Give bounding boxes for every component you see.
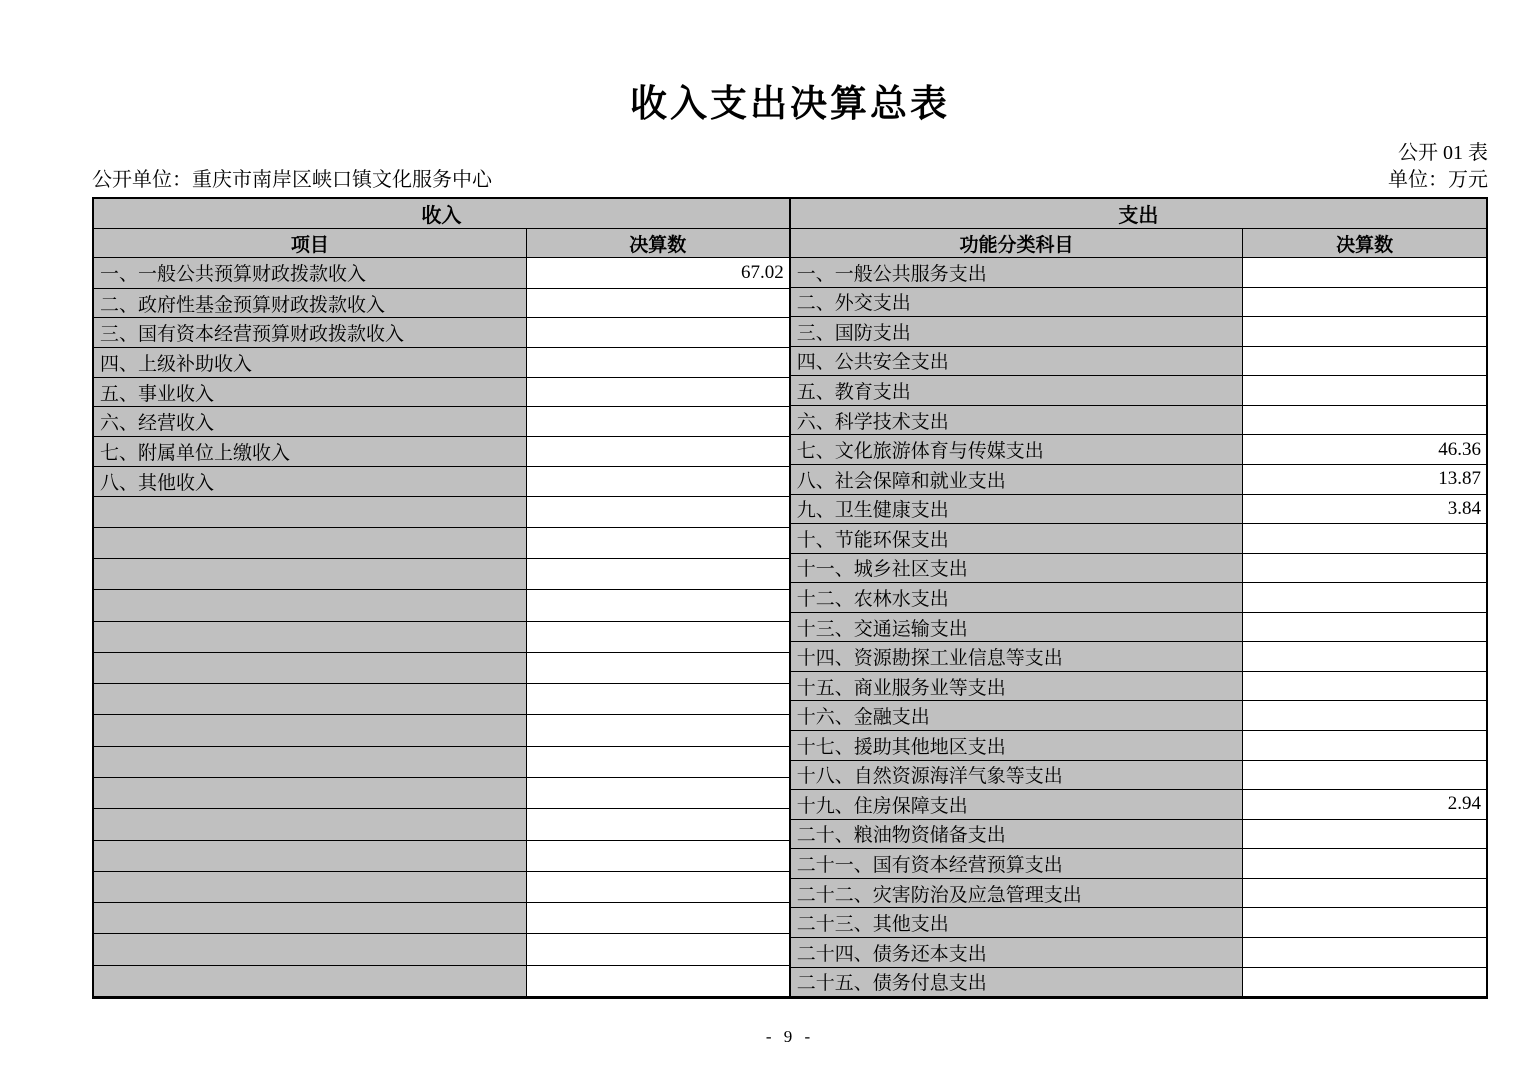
table-row <box>791 967 1486 997</box>
row-label-cell <box>94 778 527 808</box>
row-label-cell: 十二、农林水支出 <box>791 583 1244 612</box>
table-row <box>791 907 1486 937</box>
row-label-cell: 二十四、债务还本支出 <box>791 938 1244 967</box>
row-value-cell <box>527 497 789 527</box>
table-row <box>94 621 789 652</box>
row-label-cell <box>94 934 527 964</box>
row-label-cell: 七、附属单位上缴收入 <box>94 437 527 466</box>
table-row <box>94 714 789 745</box>
table-row <box>94 558 789 589</box>
row-label-cell <box>94 590 527 620</box>
table-row <box>94 902 789 933</box>
table-row <box>94 933 789 964</box>
row-value-cell <box>1243 820 1486 849</box>
table-row <box>94 871 789 902</box>
row-label-cell: 十四、资源勘探工业信息等支出 <box>791 642 1244 671</box>
row-label-cell: 三、国防支出 <box>791 317 1244 346</box>
row-label-cell: 十五、商业服务业等支出 <box>791 672 1244 701</box>
row-value-cell <box>527 528 789 558</box>
row-label-cell: 四、上级补助收入 <box>94 348 527 377</box>
table-row <box>94 652 789 683</box>
income-amount-col-header: 决算数 <box>629 234 687 256</box>
income-section-header: 收入 <box>94 199 789 228</box>
table-code: 公开 01 表 <box>1398 142 1488 164</box>
expense-subject-col-header: 功能分类科目 <box>791 229 1244 257</box>
table-row <box>94 317 789 347</box>
page-title: 收入支出决算总表 <box>630 84 950 125</box>
row-value-cell <box>1243 258 1486 287</box>
row-value-cell <box>1243 376 1486 405</box>
table-row <box>94 683 789 714</box>
table-row <box>94 746 789 777</box>
row-label-cell: 八、其他收入 <box>94 467 527 496</box>
table-row <box>94 808 789 839</box>
expense-rows <box>791 258 1486 996</box>
table-row <box>791 878 1486 908</box>
table-row <box>791 937 1486 967</box>
row-label-cell: 十三、交通运输支出 <box>791 613 1244 642</box>
row-label-cell <box>94 684 527 714</box>
row-value-cell <box>527 289 789 318</box>
row-value-cell <box>527 559 789 589</box>
table-row <box>94 377 789 407</box>
row-value-cell <box>527 407 789 436</box>
row-label-cell: 十、节能环保支出 <box>791 524 1244 553</box>
table-row <box>94 406 789 436</box>
row-label-cell: 三、国有资本经营预算财政拨款收入 <box>94 318 527 347</box>
table-row <box>791 730 1486 760</box>
table-row <box>791 582 1486 612</box>
row-label-cell: 二、政府性基金预算财政拨款收入 <box>94 289 527 318</box>
row-label-cell <box>94 841 527 871</box>
row-value-cell <box>527 872 789 902</box>
row-value-cell <box>1243 849 1486 878</box>
row-value-cell <box>1243 554 1486 583</box>
expense-section <box>791 199 1486 996</box>
row-value-cell <box>527 778 789 808</box>
table-row <box>94 466 789 496</box>
expense-section-header: 支出 <box>791 199 1486 228</box>
row-value-cell <box>1243 701 1486 730</box>
row-value-cell <box>527 378 789 407</box>
table-row <box>94 777 789 808</box>
income-section <box>94 199 791 996</box>
row-value-cell <box>1243 406 1486 435</box>
row-value-cell <box>1243 583 1486 612</box>
row-value-cell <box>527 590 789 620</box>
table-row <box>791 346 1486 376</box>
row-value-cell <box>1243 347 1486 376</box>
table-row <box>94 288 789 318</box>
table-row <box>791 612 1486 642</box>
row-value-cell <box>527 747 789 777</box>
income-item-col-header: 项目 <box>94 229 527 257</box>
income-column-header-row <box>94 228 789 258</box>
row-label-cell <box>94 809 527 839</box>
row-label-cell: 九、卫生健康支出 <box>791 495 1244 524</box>
row-label-cell: 二十三、其他支出 <box>791 908 1244 937</box>
row-label-cell: 一、一般公共服务支出 <box>791 258 1244 287</box>
table-row <box>791 641 1486 671</box>
table-row <box>791 848 1486 878</box>
row-value-cell: 13.87 <box>1243 465 1486 494</box>
row-label-cell <box>94 653 527 683</box>
row-value-cell <box>1243 613 1486 642</box>
row-label-cell <box>94 715 527 745</box>
row-value-cell <box>527 715 789 745</box>
row-label-cell: 二十二、灾害防治及应急管理支出 <box>791 879 1244 908</box>
row-value-cell <box>527 653 789 683</box>
row-label-cell: 六、科学技术支出 <box>791 406 1244 435</box>
table-row <box>791 553 1486 583</box>
row-label-cell: 十八、自然资源海洋气象等支出 <box>791 761 1244 790</box>
row-value-cell <box>527 841 789 871</box>
expense-column-header-row <box>791 228 1486 258</box>
row-label-cell: 二十一、国有资本经营预算支出 <box>791 849 1244 878</box>
row-value-cell <box>527 966 789 996</box>
income-rows <box>94 258 789 996</box>
row-label-cell <box>94 497 527 527</box>
publisher-label: 公开单位：重庆市南岸区峡口镇文化服务中心 <box>92 169 492 191</box>
summary-table <box>92 197 1488 999</box>
row-value-cell <box>1243 968 1486 997</box>
table-row <box>791 760 1486 790</box>
table-row <box>791 375 1486 405</box>
row-label-cell: 十七、援助其他地区支出 <box>791 731 1244 760</box>
row-label-cell <box>94 747 527 777</box>
table-row <box>791 523 1486 553</box>
row-label-cell <box>94 966 527 996</box>
row-label-cell <box>94 622 527 652</box>
row-value-cell <box>1243 761 1486 790</box>
row-value-cell <box>1243 317 1486 346</box>
row-label-cell: 一、一般公共预算财政拨款收入 <box>94 258 527 288</box>
info-line <box>92 168 1488 193</box>
row-value-cell <box>527 809 789 839</box>
row-value-cell <box>527 318 789 347</box>
row-label-cell: 二十五、债务付息支出 <box>791 968 1244 997</box>
row-value-cell <box>1243 524 1486 553</box>
table-row <box>791 789 1486 819</box>
row-value-cell: 2.94 <box>1243 790 1486 819</box>
row-label-cell: 七、文化旅游体育与传媒支出 <box>791 435 1244 464</box>
row-label-cell: 四、公共安全支出 <box>791 347 1244 376</box>
row-value-cell <box>1243 672 1486 701</box>
row-value-cell: 46.36 <box>1243 435 1486 464</box>
table-row <box>94 527 789 558</box>
table-row <box>94 965 789 996</box>
table-row <box>94 496 789 527</box>
row-label-cell: 十九、住房保障支出 <box>791 790 1244 819</box>
table-row <box>94 436 789 466</box>
table-row <box>94 258 789 288</box>
row-value-cell: 3.84 <box>1243 495 1486 524</box>
row-label-cell <box>94 872 527 902</box>
table-row <box>94 840 789 871</box>
currency-unit-label: 单位：万元 <box>1388 169 1488 191</box>
table-row <box>791 494 1486 524</box>
table-row <box>791 700 1486 730</box>
row-value-cell <box>527 684 789 714</box>
row-value-cell <box>527 934 789 964</box>
table-row <box>791 258 1486 287</box>
row-value-cell <box>527 348 789 377</box>
row-value-cell <box>1243 642 1486 671</box>
row-label-cell: 六、经营收入 <box>94 407 527 436</box>
page-number: - 9 - <box>765 1027 815 1046</box>
row-label-cell <box>94 903 527 933</box>
row-label-cell: 十六、金融支出 <box>791 701 1244 730</box>
row-label-cell: 五、事业收入 <box>94 378 527 407</box>
row-value-cell <box>527 467 789 496</box>
table-row <box>791 671 1486 701</box>
row-label-cell: 八、社会保障和就业支出 <box>791 465 1244 494</box>
page-content <box>92 0 1488 1046</box>
table-row <box>94 589 789 620</box>
table-row <box>791 405 1486 435</box>
row-label-cell <box>94 559 527 589</box>
table-row <box>94 347 789 377</box>
row-value-cell <box>527 437 789 466</box>
table-row <box>791 819 1486 849</box>
table-row <box>791 316 1486 346</box>
row-value-cell <box>1243 731 1486 760</box>
row-label-cell <box>94 528 527 558</box>
row-label-cell: 十一、城乡社区支出 <box>791 554 1244 583</box>
row-label-cell: 二、外交支出 <box>791 288 1244 317</box>
table-row <box>791 464 1486 494</box>
row-value-cell <box>1243 938 1486 967</box>
expense-amount-col-header: 决算数 <box>1336 234 1394 256</box>
row-value-cell <box>1243 288 1486 317</box>
row-value-cell: 67.02 <box>527 258 789 288</box>
row-value-cell <box>1243 879 1486 908</box>
row-value-cell <box>1243 908 1486 937</box>
row-value-cell <box>527 622 789 652</box>
row-value-cell <box>527 903 789 933</box>
row-label-cell: 二十、粮油物资储备支出 <box>791 820 1244 849</box>
row-label-cell: 五、教育支出 <box>791 376 1244 405</box>
table-row <box>791 287 1486 317</box>
table-row <box>791 434 1486 464</box>
